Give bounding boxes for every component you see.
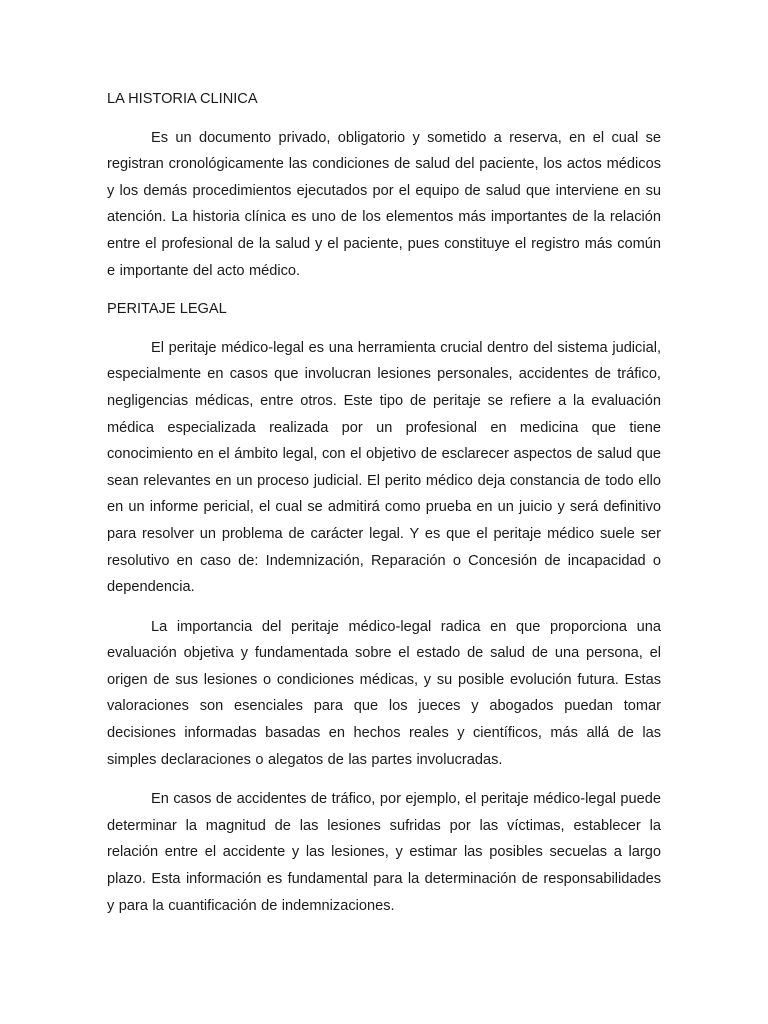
section-heading-peritaje-legal: PERITAJE LEGAL — [107, 301, 227, 318]
paragraph-historia-clinica: Es un documento privado, obligatorio y sometido a reserva, en el cual se registran cronológicamente las condiciones de salud del paciente, los actos médicos y los demás procedimientos ejecutados por el equipo de salud que interviene en su atención. La historia clínica es uno de los elementos más importantes de la relación entre el profesional de la salud y el paciente, pues constituye el registro más común e importante del acto médico. — [107, 129, 661, 279]
paragraph-peritaje-definicion: El peritaje médico-legal es una herramienta crucial dentro del sistema judicial, especialmente en casos que involucran lesiones personales, accidentes de tráfico, negligencias médicas, entre otros. Este tipo de peritaje se refiere a la evaluación médica especializada realizada por un profesional en medicina que tiene conocimiento en el ámbito legal, con el objetivo de esclarecer aspectos de salud que sean relevantes en un proceso judicial. El perito médico deja constancia de todo ello en un informe pericial, el cual se admitirá como prueba en un juicio y será definitivo para resolver un problema de carácter legal. Y es que el peritaje médico suele ser resolutivo en caso de: Indemnización, Reparación o Concesión de incapacidad o dependencia. — [107, 339, 661, 596]
paragraph-peritaje-accidentes: En casos de accidentes de tráfico, por ejemplo, el peritaje médico-legal puede determinar la magnitud de las lesiones sufridas por las víctimas, establecer la relación entre el accidente y las lesiones, y estimar las posibles secuelas a largo plazo. Esta información es fundamental para la determinación de responsabilidades y para la cuantificación de indemnizaciones. — [107, 791, 661, 914]
paragraph-peritaje-importancia: La importancia del peritaje médico-legal radica en que proporciona una evaluación objetiva y fundamentada sobre el estado de salud de una persona, el origen de sus lesiones o condiciones médicas, y su posible evolución futura. Estas valoraciones son esenciales para que los jueces y abogados puedan tomar decisiones informadas basadas en hechos reales y científicos, más allá de las simples declaraciones o alegatos de las partes involucradas. — [107, 618, 661, 768]
section-heading-historia-clinica: LA HISTORIA CLINICA — [107, 91, 258, 107]
